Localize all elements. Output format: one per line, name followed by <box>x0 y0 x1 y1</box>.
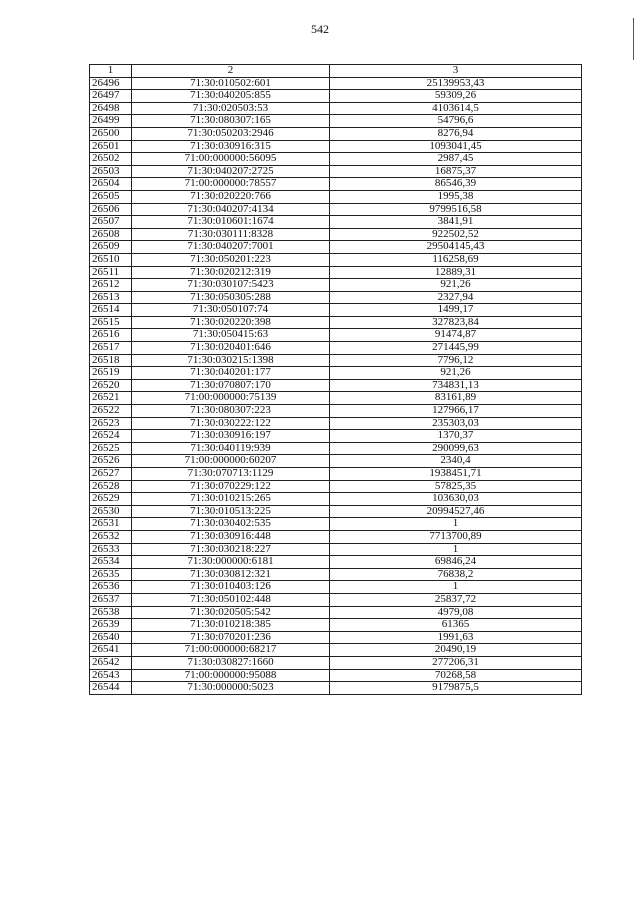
row-number-cell: 26518 <box>90 354 132 367</box>
row-number-cell: 26508 <box>90 228 132 241</box>
row-number-cell: 26498 <box>90 102 132 115</box>
table-row <box>90 430 582 443</box>
column-header-3: 3 <box>330 65 582 78</box>
value-cell: 59309,26 <box>330 90 582 103</box>
cadastral-number-cell: 71:00:000000:75139 <box>132 392 330 405</box>
value-cell: 91474,87 <box>330 329 582 342</box>
cadastral-number-cell: 71:30:010601:1674 <box>132 216 330 229</box>
row-number-cell: 26524 <box>90 430 132 443</box>
cadastral-number-cell: 71:30:050203:2946 <box>132 127 330 140</box>
table-row <box>90 304 582 317</box>
table-row <box>90 203 582 216</box>
value-cell: 1991,63 <box>330 631 582 644</box>
row-number-cell: 26511 <box>90 266 132 279</box>
value-cell: 8276,94 <box>330 127 582 140</box>
cadastral-number-cell: 71:30:040207:4134 <box>132 203 330 216</box>
cadastral-number-cell: 71:30:070713:1129 <box>132 468 330 481</box>
value-cell: 922502,52 <box>330 228 582 241</box>
cadastral-number-cell: 71:30:010218:385 <box>132 619 330 632</box>
value-cell: 54796,6 <box>330 115 582 128</box>
cadastral-number-cell: 71:30:030916:197 <box>132 430 330 443</box>
column-header-1: 1 <box>90 65 132 78</box>
value-cell: 25837,72 <box>330 593 582 606</box>
value-cell: 61365 <box>330 619 582 632</box>
page-edge-mark <box>633 18 634 60</box>
value-cell: 20994527,46 <box>330 505 582 518</box>
cadastral-number-cell: 71:30:050305:288 <box>132 291 330 304</box>
value-cell: 103630,03 <box>330 493 582 506</box>
value-cell: 327823,84 <box>330 316 582 329</box>
row-number-cell: 26501 <box>90 140 132 153</box>
value-cell: 1 <box>330 543 582 556</box>
row-number-cell: 26515 <box>90 316 132 329</box>
value-cell: 7796,12 <box>330 354 582 367</box>
row-number-cell: 26502 <box>90 153 132 166</box>
value-cell: 16875,37 <box>330 165 582 178</box>
cadastral-number-cell: 71:30:020503:53 <box>132 102 330 115</box>
row-number-cell: 26499 <box>90 115 132 128</box>
table-row <box>90 266 582 279</box>
row-number-cell: 26516 <box>90 329 132 342</box>
table-row <box>90 619 582 632</box>
table-row <box>90 644 582 657</box>
table-row <box>90 329 582 342</box>
table-row <box>90 102 582 115</box>
value-cell: 921,26 <box>330 367 582 380</box>
row-number-cell: 26504 <box>90 178 132 191</box>
table-row <box>90 480 582 493</box>
table-row <box>90 316 582 329</box>
cadastral-number-cell: 71:00:000000:56095 <box>132 153 330 166</box>
table-row <box>90 241 582 254</box>
value-cell: 3841,91 <box>330 216 582 229</box>
table-body <box>90 77 582 694</box>
value-cell: 2987,45 <box>330 153 582 166</box>
row-number-cell: 26505 <box>90 190 132 203</box>
cadastral-number-cell: 71:30:010215:265 <box>132 493 330 506</box>
value-cell: 1995,38 <box>330 190 582 203</box>
cadastral-number-cell: 71:30:040205:855 <box>132 90 330 103</box>
row-number-cell: 26538 <box>90 606 132 619</box>
table-row <box>90 228 582 241</box>
cadastral-number-cell: 71:30:040119:939 <box>132 442 330 455</box>
value-cell: 9799516,58 <box>330 203 582 216</box>
table-row <box>90 392 582 405</box>
table-row <box>90 543 582 556</box>
row-number-cell: 26544 <box>90 682 132 695</box>
table-row <box>90 417 582 430</box>
cadastral-number-cell: 71:30:030111:8328 <box>132 228 330 241</box>
row-number-cell: 26523 <box>90 417 132 430</box>
value-cell: 69846,24 <box>330 556 582 569</box>
table-row <box>90 379 582 392</box>
row-number-cell: 26513 <box>90 291 132 304</box>
value-cell: 1 <box>330 518 582 531</box>
value-cell: 1 <box>330 581 582 594</box>
cadastral-number-cell: 71:30:040207:7001 <box>132 241 330 254</box>
cadastral-number-cell: 71:30:080307:165 <box>132 115 330 128</box>
row-number-cell: 26531 <box>90 518 132 531</box>
table-row <box>90 367 582 380</box>
cadastral-value-table <box>89 64 582 695</box>
cadastral-number-cell: 71:30:020220:766 <box>132 190 330 203</box>
page-number: 542 <box>311 22 329 36</box>
table-row <box>90 442 582 455</box>
table-row <box>90 455 582 468</box>
row-number-cell: 26507 <box>90 216 132 229</box>
table-row <box>90 127 582 140</box>
row-number-cell: 26510 <box>90 253 132 266</box>
cadastral-number-cell: 71:00:000000:60207 <box>132 455 330 468</box>
cadastral-number-cell: 71:30:030402:535 <box>132 518 330 531</box>
row-number-cell: 26496 <box>90 77 132 90</box>
cadastral-number-cell: 71:30:000000:6181 <box>132 556 330 569</box>
cadastral-number-cell: 71:30:070229:122 <box>132 480 330 493</box>
table-row <box>90 140 582 153</box>
cadastral-number-cell: 71:30:030218:227 <box>132 543 330 556</box>
row-number-cell: 26539 <box>90 619 132 632</box>
row-number-cell: 26519 <box>90 367 132 380</box>
row-number-cell: 26542 <box>90 656 132 669</box>
cadastral-number-cell: 71:30:020505:542 <box>132 606 330 619</box>
row-number-cell: 26543 <box>90 669 132 682</box>
cadastral-number-cell: 71:30:020401:646 <box>132 342 330 355</box>
value-cell: 116258,69 <box>330 253 582 266</box>
row-number-cell: 26521 <box>90 392 132 405</box>
value-cell: 235303,03 <box>330 417 582 430</box>
row-number-cell: 26517 <box>90 342 132 355</box>
row-number-cell: 26533 <box>90 543 132 556</box>
table-row <box>90 631 582 644</box>
column-header-2: 2 <box>132 65 330 78</box>
table-row <box>90 593 582 606</box>
table-row <box>90 279 582 292</box>
value-cell: 1370,37 <box>330 430 582 443</box>
table-row <box>90 153 582 166</box>
row-number-cell: 26497 <box>90 90 132 103</box>
cadastral-number-cell: 71:30:030916:448 <box>132 530 330 543</box>
value-cell: 86546,39 <box>330 178 582 191</box>
table-row <box>90 505 582 518</box>
row-number-cell: 26500 <box>90 127 132 140</box>
table-row <box>90 190 582 203</box>
cadastral-number-cell: 71:30:010403:126 <box>132 581 330 594</box>
table-row <box>90 656 582 669</box>
value-cell: 20490,19 <box>330 644 582 657</box>
table-row <box>90 291 582 304</box>
row-number-cell: 26541 <box>90 644 132 657</box>
row-number-cell: 26522 <box>90 405 132 418</box>
value-cell: 1093041,45 <box>330 140 582 153</box>
value-cell: 2340,4 <box>330 455 582 468</box>
cadastral-number-cell: 71:30:020212:319 <box>132 266 330 279</box>
value-cell: 271445,99 <box>330 342 582 355</box>
value-cell: 76838,2 <box>330 568 582 581</box>
row-number-cell: 26512 <box>90 279 132 292</box>
cadastral-number-cell: 71:00:000000:68217 <box>132 644 330 657</box>
cadastral-number-cell: 71:30:040207:2725 <box>132 165 330 178</box>
table-row <box>90 90 582 103</box>
row-number-cell: 26514 <box>90 304 132 317</box>
table-row <box>90 518 582 531</box>
row-number-cell: 26527 <box>90 468 132 481</box>
value-cell: 9179875,5 <box>330 682 582 695</box>
row-number-cell: 26506 <box>90 203 132 216</box>
table-row <box>90 354 582 367</box>
row-number-cell: 26520 <box>90 379 132 392</box>
value-cell: 1938451,71 <box>330 468 582 481</box>
cadastral-number-cell: 71:30:030827:1660 <box>132 656 330 669</box>
cadastral-number-cell: 71:30:010513:225 <box>132 505 330 518</box>
value-cell: 25139953,43 <box>330 77 582 90</box>
cadastral-number-cell: 71:30:050201:223 <box>132 253 330 266</box>
row-number-cell: 26536 <box>90 581 132 594</box>
row-number-cell: 26540 <box>90 631 132 644</box>
cadastral-number-cell: 71:30:030215:1398 <box>132 354 330 367</box>
table-row <box>90 581 582 594</box>
table-row <box>90 165 582 178</box>
table-row <box>90 342 582 355</box>
table-row <box>90 405 582 418</box>
value-cell: 7713700,89 <box>330 530 582 543</box>
cadastral-number-cell: 71:00:000000:78557 <box>132 178 330 191</box>
cadastral-number-cell: 71:00:000000:95088 <box>132 669 330 682</box>
cadastral-number-cell: 71:30:040201:177 <box>132 367 330 380</box>
row-number-cell: 26534 <box>90 556 132 569</box>
row-number-cell: 26509 <box>90 241 132 254</box>
row-number-cell: 26537 <box>90 593 132 606</box>
value-cell: 12889,31 <box>330 266 582 279</box>
cadastral-number-cell: 71:30:030222:122 <box>132 417 330 430</box>
cadastral-number-cell: 71:30:000000:5023 <box>132 682 330 695</box>
cadastral-number-cell: 71:30:020220:398 <box>132 316 330 329</box>
value-cell: 83161,89 <box>330 392 582 405</box>
table-header-row <box>90 65 582 78</box>
row-number-cell: 26526 <box>90 455 132 468</box>
value-cell: 4979,08 <box>330 606 582 619</box>
table-row <box>90 216 582 229</box>
value-cell: 29504145,43 <box>330 241 582 254</box>
cadastral-number-cell: 71:30:050107:74 <box>132 304 330 317</box>
cadastral-number-cell: 71:30:030107:5423 <box>132 279 330 292</box>
value-cell: 4103614,5 <box>330 102 582 115</box>
row-number-cell: 26530 <box>90 505 132 518</box>
table-row <box>90 493 582 506</box>
value-cell: 127966,17 <box>330 405 582 418</box>
cadastral-number-cell: 71:30:050415:63 <box>132 329 330 342</box>
table-row <box>90 606 582 619</box>
table-row <box>90 682 582 695</box>
value-cell: 921,26 <box>330 279 582 292</box>
cadastral-number-cell: 71:30:030812:321 <box>132 568 330 581</box>
table-row <box>90 530 582 543</box>
cadastral-number-cell: 71:30:010502:601 <box>132 77 330 90</box>
row-number-cell: 26532 <box>90 530 132 543</box>
cadastral-number-cell: 71:30:030916:315 <box>132 140 330 153</box>
table-row <box>90 253 582 266</box>
row-number-cell: 26528 <box>90 480 132 493</box>
row-number-cell: 26535 <box>90 568 132 581</box>
cadastral-number-cell: 71:30:050102:448 <box>132 593 330 606</box>
cadastral-number-cell: 71:30:070201:236 <box>132 631 330 644</box>
cadastral-number-cell: 71:30:070807:170 <box>132 379 330 392</box>
row-number-cell: 26525 <box>90 442 132 455</box>
value-cell: 2327,94 <box>330 291 582 304</box>
cadastral-number-cell: 71:30:080307:223 <box>132 405 330 418</box>
table-row <box>90 568 582 581</box>
table-row <box>90 556 582 569</box>
table-row <box>90 178 582 191</box>
table-row <box>90 468 582 481</box>
table-row <box>90 77 582 90</box>
value-cell: 70268,58 <box>330 669 582 682</box>
value-cell: 1499,17 <box>330 304 582 317</box>
table-row <box>90 669 582 682</box>
value-cell: 277206,31 <box>330 656 582 669</box>
table-row <box>90 115 582 128</box>
row-number-cell: 26503 <box>90 165 132 178</box>
value-cell: 290099,63 <box>330 442 582 455</box>
value-cell: 734831,13 <box>330 379 582 392</box>
row-number-cell: 26529 <box>90 493 132 506</box>
value-cell: 57825,35 <box>330 480 582 493</box>
